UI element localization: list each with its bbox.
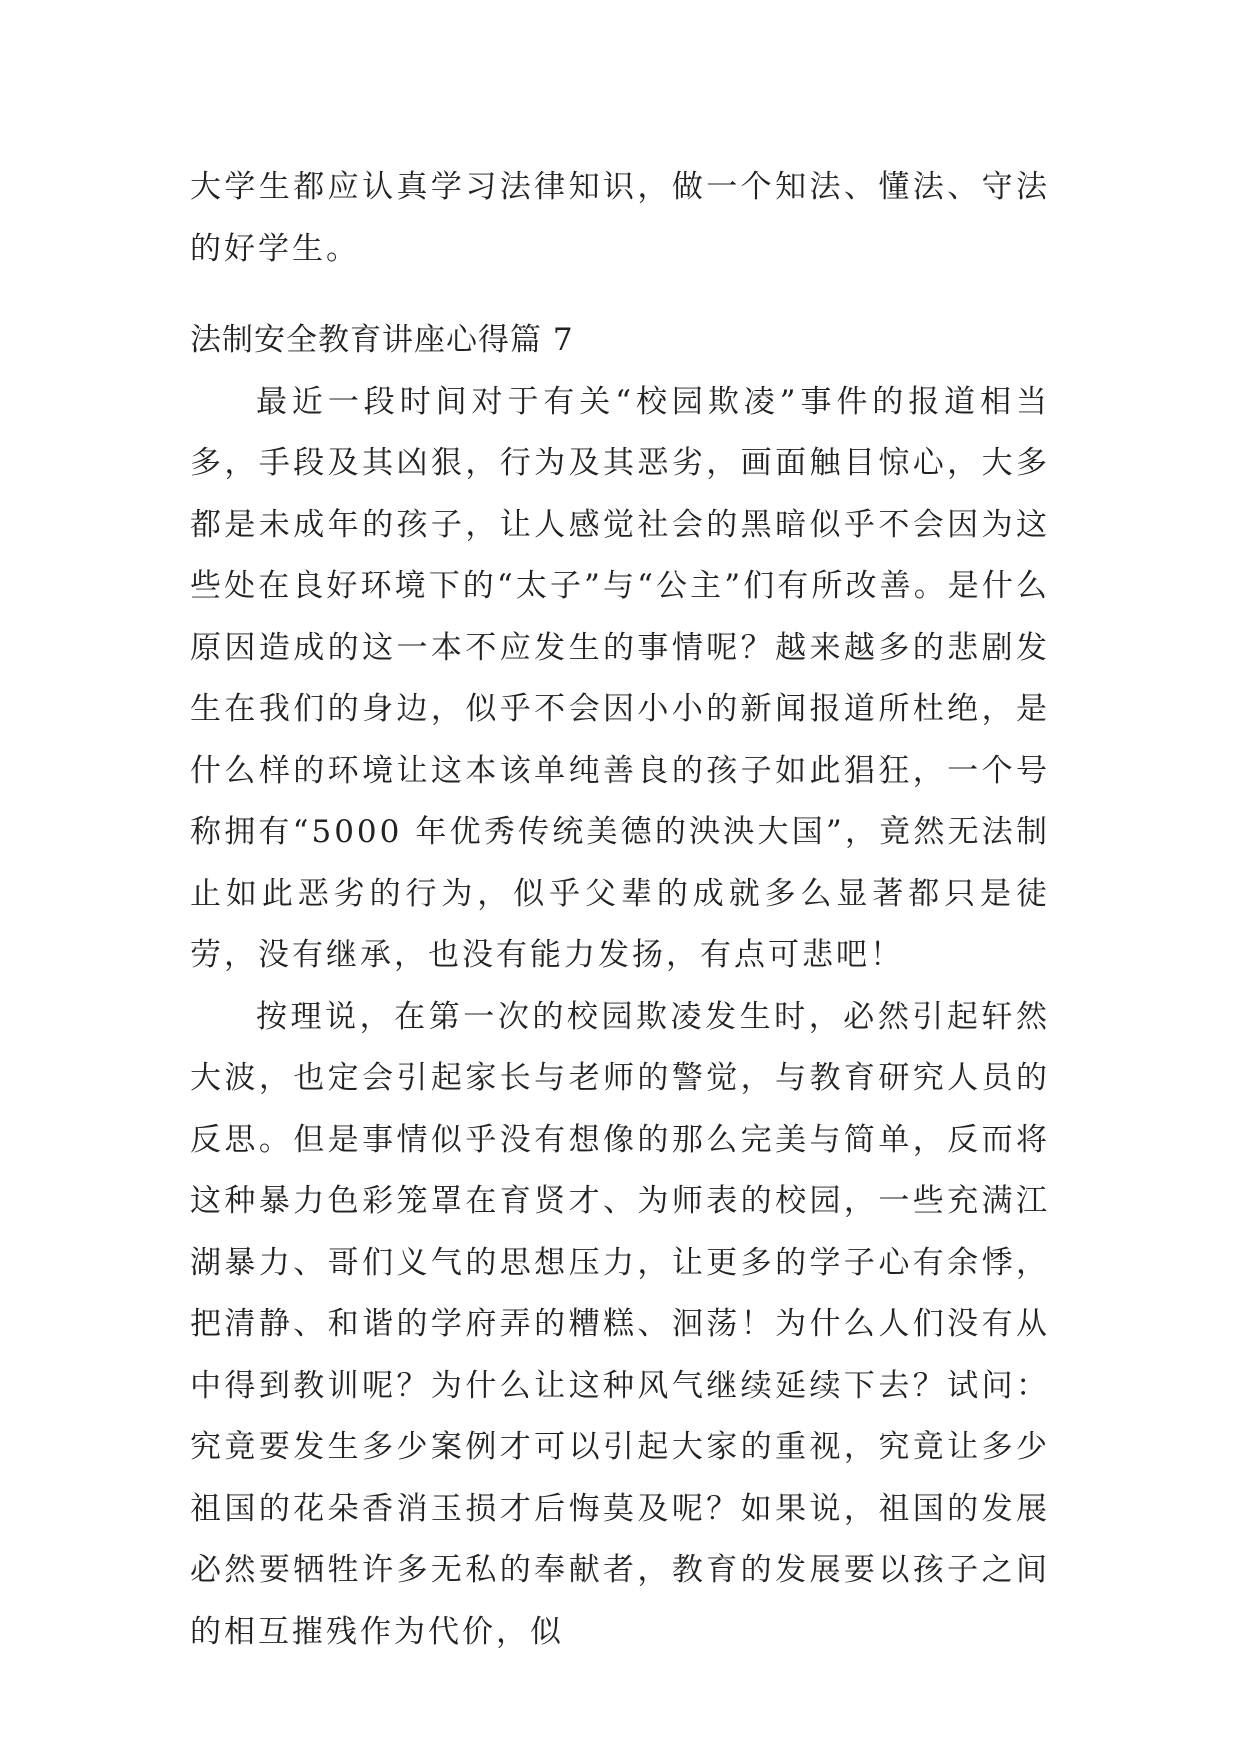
previous-paragraph-tail: 大学生都应认真学习法律知识，做一个知法、懂法、守法的好学生。	[190, 169, 1050, 267]
document-body	[190, 157, 1050, 1663]
body-paragraph: 按理说，在第一次的校园欺凌发生时，必然引起轩然大波，也定会引起家长与老师的警觉，与教育研究人员的反思。但是事情似乎没有想像的那么完美与简单，反而将这种暴力色彩笼罩在育贤才、为师表的校园，一些充满江湖暴力、哥们义气的思想压力，让更多的学子心有余悸，把清静、和谐的学府弄的糟糕、洄荡！为什么人们没有从中得到教训呢？为什么让这种风气继续延续下去？试问：究竟要发生多少案例才可以引起大家的重视，究竟让多少祖国的花朵香消玉损才后悔莫及呢？如果说，祖国的发展必然要牺牲许多无私的奉献者，教育的发展要以孩子之间的相互摧残作为代价，似	[190, 998, 1050, 1650]
body-paragraph: 最近一段时间对于有关“校园欺凌”事件的报道相当多，手段及其凶狠，行为及其恶劣，画面触目惊心，大多都是未成年的孩子，让人感觉社会的黑暗似乎不会因为这些处在良好环境下的“太子”与“公主”们有所改善。是什么原因造成的这一本不应发生的事情呢？越来越多的悲剧发生在我们的身边，似乎不会因小小的新闻报道所杜绝，是什么样的环境让这本该单纯善良的孩子如此猖狂，一个号称拥有“5000 年优秀传统美德的泱泱大国”，竟然无法制止如此恶劣的行为，似乎父辈的成就多么显著都只是徒劳，没有继承，也没有能力发扬，有点可悲吧！	[190, 383, 1050, 973]
section-title: 法制安全教育讲座心得篇 7	[190, 322, 574, 358]
